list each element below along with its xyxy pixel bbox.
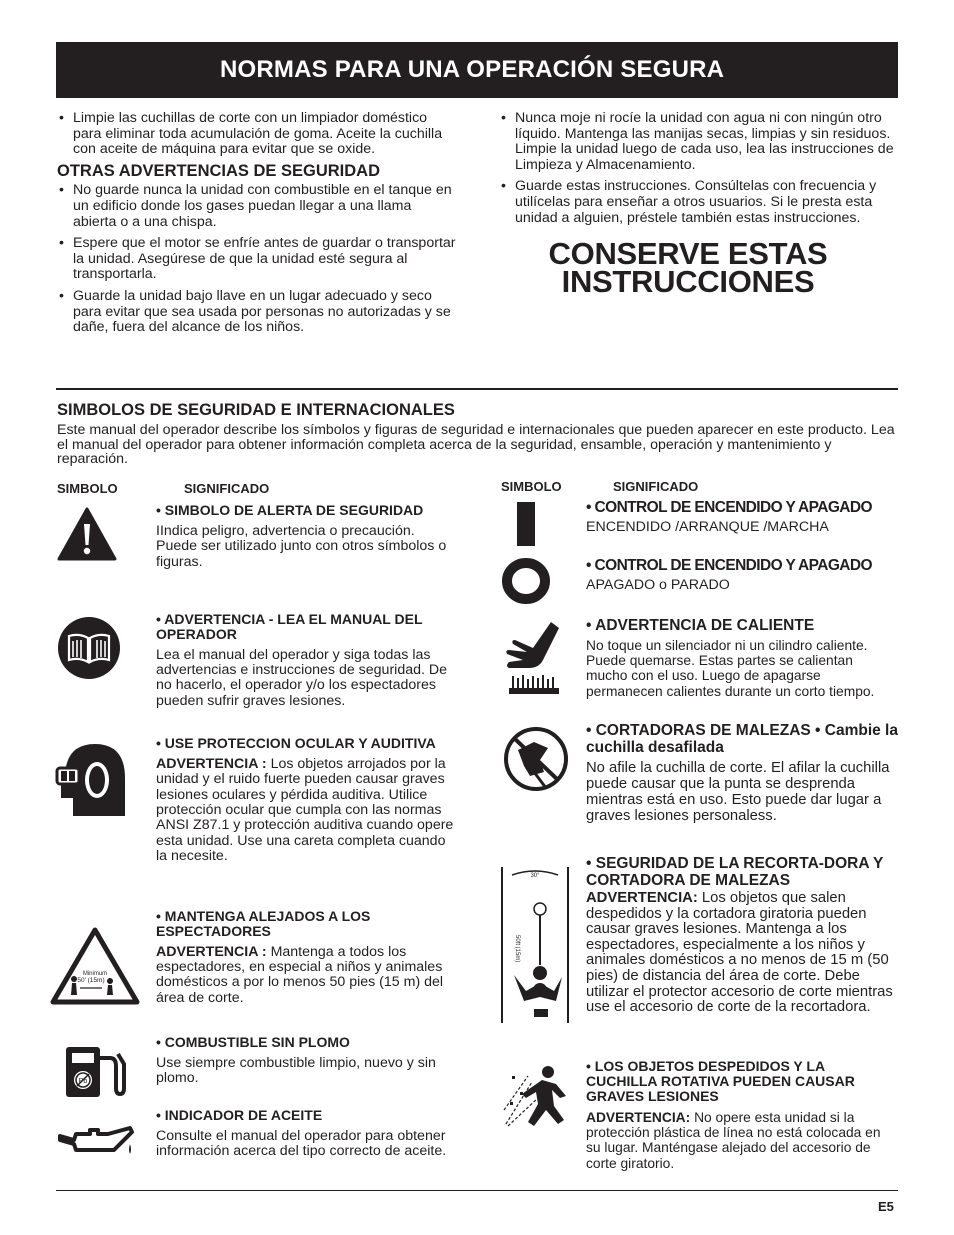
- left-top-column: [57, 111, 457, 342]
- icon-label-distance: 50' (15m): [77, 977, 105, 984]
- entry-text: IIndica peligro, advertencia o precaución. Puede ser utilizado junto con otros símbolos o figuras.: [156, 522, 447, 570]
- list-item: • Guarde la unidad bajo llave en un lugar adecuado y seco para evitar que sea usada por personas no autorizadas y se dañe, fuera del alcance de los niños.: [57, 289, 457, 336]
- bullet-list: [57, 183, 457, 335]
- off-symbol-icon: [500, 556, 552, 606]
- fuel-pump-icon: [62, 1044, 130, 1100]
- entry-title: • COMBUSTIBLE SIN PLOMO: [156, 1034, 350, 1050]
- keep-bystanders-away-icon: [50, 927, 140, 1005]
- entry-title: • CONTROL DE ENCENDIDO Y APAGADO: [586, 557, 872, 574]
- symbol-entry-bystanders: [156, 909, 452, 1006]
- col-header-significado-right: SIGNIFICADO: [613, 479, 699, 494]
- icon-label-minimum: Minimum: [82, 971, 108, 977]
- symbol-entry-hot: [586, 617, 898, 699]
- entry-text: APAGADO o PARADO: [586, 577, 730, 593]
- entry-text: Consulte el manual del operador para obtener información acerca del tipo correcto de aceite.: [156, 1127, 447, 1160]
- entry-text: Use siempre combustible limpio, nuevo y sin plomo.: [156, 1054, 436, 1087]
- entry-text: [586, 1110, 898, 1171]
- section-banner: [56, 42, 898, 98]
- icon-label-distance: 50ft (15m): [514, 935, 520, 963]
- footer-divider: [56, 1190, 898, 1191]
- conserve-line-1: CONSERVE ESTAS: [548, 236, 828, 272]
- symbol-entry-trimmer: [586, 855, 898, 1016]
- entry-text: No toque un silenciador ni un cilindro caliente. Puede quemarse. Estas partes se calientan mucho con el uso. Luego de apagarse permanecen calientes durante un corto tiempo.: [586, 638, 875, 699]
- bullet-list: [499, 111, 897, 226]
- safety-alert-icon: [57, 506, 117, 562]
- entry-warning-label: ADVERTENCIA:: [586, 1110, 691, 1125]
- entry-text-body: Mantenga a todos los espectadores, en especial a niños y animales domésticos a por lo menos 50 pies (15 m) del área de corte.: [156, 943, 444, 1006]
- entry-text: No afile la cuchilla de corte. El afilar la cuchilla puede causar que la punta se desprenda mientras está en uso. Esto puede dar lugar a graves lesiones personaless.: [586, 760, 890, 824]
- col-header-significado: SIGNIFICADO: [184, 481, 270, 496]
- entry-text: [156, 757, 456, 865]
- symbols-heading: SIMBOLOS DE SEGURIDAD E INTERNACIONALES: [57, 401, 455, 419]
- entry-title: • CONTROL DE ENCENDIDO Y APAGADO: [586, 499, 872, 516]
- entry-text: [156, 945, 452, 1007]
- entry-text: ENCENDIDO /ARRANQUE /MARCHA: [586, 519, 829, 535]
- list-item: • No guarde nunca la unidad con combustible en el tanque en un edificio donde los gases puedan llegar a una llama abierta o a una chispa.: [57, 183, 457, 230]
- right-top-column: [499, 110, 897, 300]
- entry-warning-label: ADVERTENCIA:: [586, 890, 698, 906]
- divider: [56, 388, 898, 390]
- entry-title: • CORTADORAS DE MALEZAS • Cambie la cuchilla desafilada: [586, 722, 898, 756]
- symbol-entry-oil: [156, 1108, 452, 1160]
- entry-text-body: No opere esta unidad si la protección plástica de línea no está colocada en su lugar. Manténgase alejado del accesorio de corte giratorio.: [586, 1110, 881, 1171]
- symbol-entry-on: [586, 499, 898, 535]
- eye-ear-protection-icon: [55, 738, 127, 820]
- trimmer-safety-icon: [500, 865, 570, 1025]
- col-header-simbolo: SIMBOLO: [57, 481, 118, 496]
- entry-title: • ADVERTENCIA DE CALIENTE: [586, 617, 815, 634]
- entry-title: • ADVERTENCIA - LEA EL MANUAL DEL OPERADOR: [156, 611, 423, 642]
- entry-warning-label: ADVERTENCIA :: [156, 755, 267, 772]
- symbol-entry-off: [586, 557, 898, 593]
- oil-can-icon: [56, 1126, 136, 1160]
- list-item: • Guarde estas instrucciones. Consúltelas con frecuencia y utilícelas para enseñar a otros usuarios. Si le presta esta unidad a alguien, préstele también estas instrucciones.: [499, 179, 897, 226]
- entry-text-body: Los objetos que salen despedidos y la cortadora giratoria pueden causar graves lesiones. Mantenga a los espectadores, especialmente a los niños y animales domésticos a no menos de 15 m (50 pies) de distancia del área de corte. Debe utilizar el protector accesorio de corte mientras use el accesorio de corte de la recortadora.: [586, 890, 893, 1016]
- entry-text: [586, 891, 898, 1016]
- list-item: • Nunca moje ni rocíe la unidad con agua ni con ningún otro líquido. Mantenga las manijas secas, limpias y sin residuos. Limpie la unidad luego de cada uso, lea las instrucciones de Limpieza y Almacenamiento.: [499, 111, 897, 173]
- list-item: • Espere que el motor se enfríe antes de guardar o transportar la unidad. Asegúrese de que la unidad esté segura al transportarla.: [57, 236, 457, 283]
- col-header-simbolo-right: SIMBOLO: [501, 479, 562, 494]
- entry-warning-label: ADVERTENCIA :: [156, 943, 267, 960]
- page-title: NORMAS PARA UNA OPERACIÓN SEGURA: [220, 56, 725, 83]
- entry-text: Lea el manual del operador y siga todas las advertencias e instrucciones de seguridad. De no hacerlo, el operador y/o los espectadores pueden sufrir graves lesiones.: [156, 646, 448, 709]
- entry-title: • SEGURIDAD DE LA RECORTA-DORA Y CORTADORA DE MALEZAS: [586, 855, 884, 889]
- entry-title: • USE PROTECCION OCULAR Y AUDITIVA: [156, 735, 436, 751]
- entry-title: • LOS OBJETOS DESPEDIDOS Y LA CUCHILLA ROTATIVA PUEDEN CAUSAR GRAVES LESIONES: [586, 1058, 855, 1104]
- icon-label-angle: 30°: [530, 873, 540, 879]
- thrown-objects-icon: [502, 1062, 576, 1132]
- conserve-heading: [479, 236, 897, 300]
- symbol-entry-protection: [156, 736, 456, 865]
- bullet-list: [57, 111, 457, 158]
- hot-surface-icon: [503, 620, 565, 696]
- entry-title: • INDICADOR DE ACEITE: [156, 1107, 323, 1123]
- entry-title: • MANTENGA ALEJADOS A LOS ESPECTADORES: [156, 908, 371, 939]
- list-item: • Limpie las cuchillas de corte con un limpiador doméstico para eliminar toda acumulación de goma. Aceite la cuchilla con aceite de máquina para evitar que se oxide.: [57, 111, 457, 158]
- on-symbol-icon: [514, 501, 538, 547]
- symbol-entry-thrown: [586, 1059, 898, 1171]
- no-sharpen-blade-icon: [500, 726, 572, 792]
- entry-title: • SIMBOLO DE ALERTA DE SEGURIDAD: [156, 502, 424, 518]
- symbol-entry-alert: [156, 503, 456, 570]
- entry-text-body: Los objetos arrojados por la unidad y el ruido fuerte pueden causar graves lesiones oculares y pérdida auditiva. Utilice protección ocular que cumpla con las normas ANSI Z87.1 y protección auditiva cuando opere esta unidad. Use una careta completa cuando la necesite.: [156, 755, 454, 865]
- svg-text:Pb: Pb: [78, 1078, 88, 1085]
- symbol-entry-blade: [586, 722, 898, 824]
- conserve-line-2: INSTRUCCIONES: [561, 264, 815, 300]
- page-number: E5: [878, 1199, 894, 1214]
- section-heading: OTRAS ADVERTENCIAS DE SEGURIDAD: [57, 161, 380, 180]
- symbol-entry-manual: [156, 612, 458, 709]
- read-manual-icon: [57, 616, 121, 680]
- symbols-intro: Este manual del operador describe los símbolos y figuras de seguridad e internacionales que pueden aparecer en este producto. Lea el manual del operador para obtener información completa acerca de la seguridad, ensamble, operación y mantenimiento y reparación.: [57, 422, 895, 468]
- symbol-entry-fuel: [156, 1035, 456, 1087]
